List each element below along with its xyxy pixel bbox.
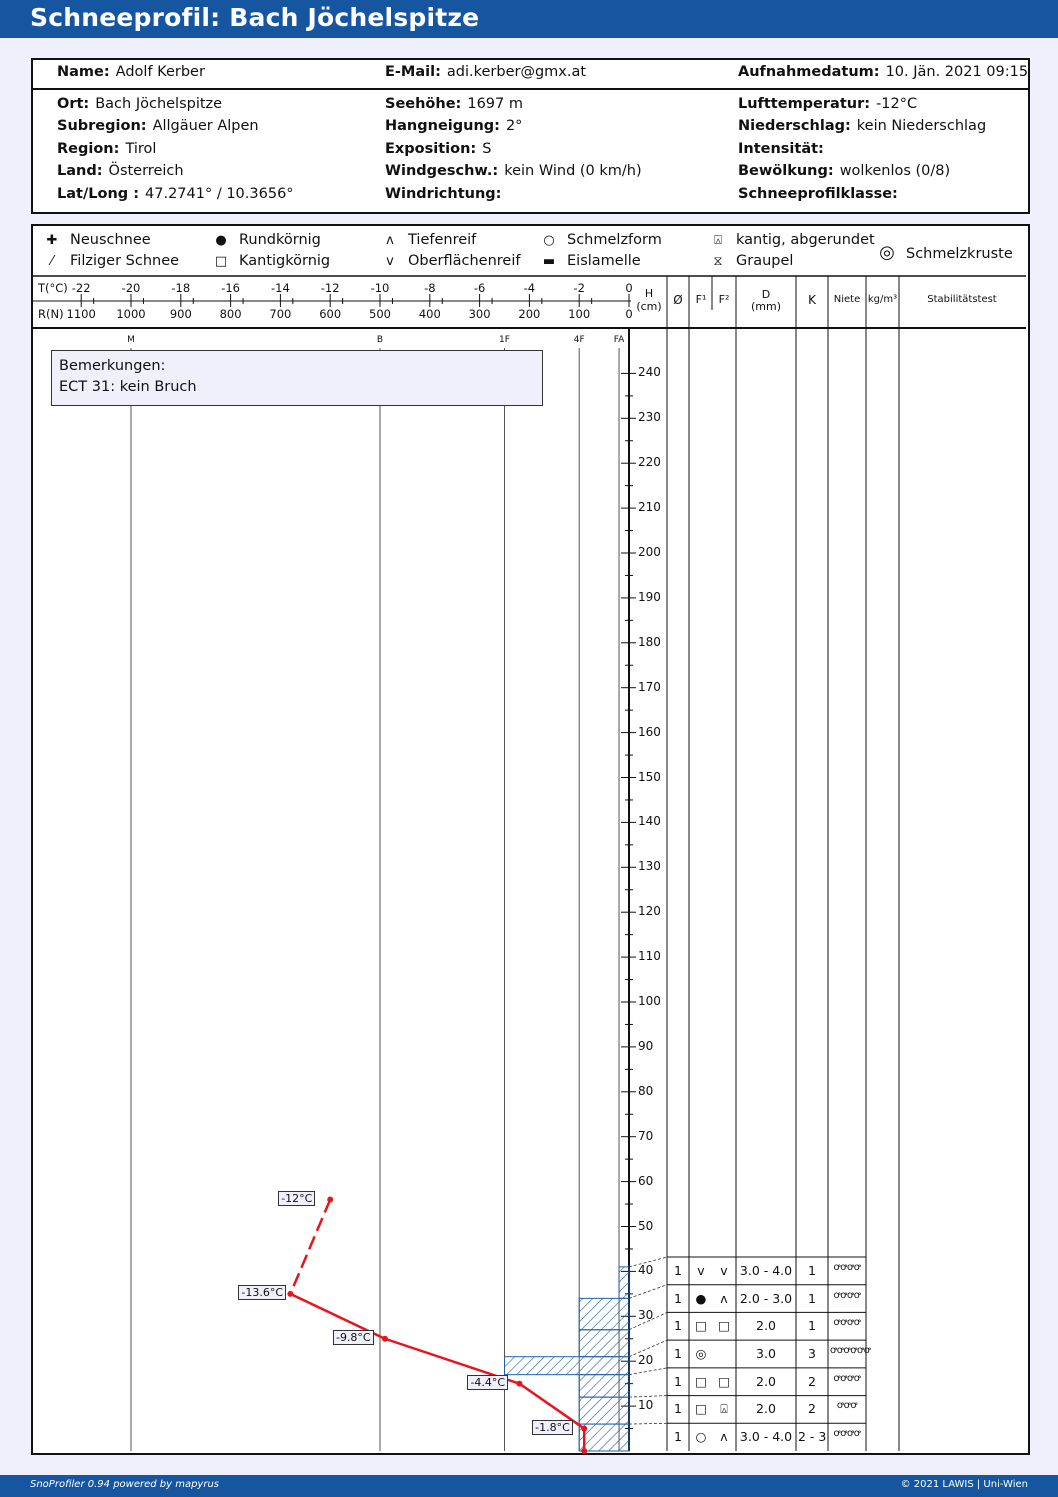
layer-f1: □ [695,1401,707,1417]
latlong-field: Lat/Long : 47.2741° / 10.3656° [57,186,294,202]
layer-niete: ꝍꝍꝍꝍꝍꝍ [830,1345,871,1356]
melt-crust-icon: ◎ [879,242,895,263]
legend-tiefenreif: ʌ Tiefenreif [380,232,476,248]
layer-f2: □ [718,1373,730,1389]
h-tick-label: 30 [638,1308,654,1323]
hardness-label: B [376,335,384,345]
r-tick-label: 900 [169,307,192,321]
windrichtung-field: Windrichtung: [385,186,502,202]
h-tick-label: 130 [638,859,661,874]
temperature-point [516,1381,522,1387]
name-field: Name: Adolf Kerber [57,64,205,80]
windgeschw-field: Windgeschw.: kein Wind (0 km/h) [385,163,642,179]
layer-hardness-bar [619,1267,629,1298]
temperature-point [327,1197,333,1203]
layer-f1: □ [695,1373,707,1389]
temperature-point [287,1291,293,1297]
h-axis-unit: (cm) [636,300,662,313]
layer-connector [629,1285,667,1299]
h-tick-label: 110 [638,949,661,964]
h-tick-label: 240 [638,365,661,380]
layer-f2: v [720,1262,728,1278]
r-tick-label: 500 [369,307,391,321]
slash-icon: ⁄ [50,254,54,269]
seehoehe-field: Seehöhe: 1697 m [385,96,523,112]
t-tick-label: -16 [221,281,240,295]
t-tick-label: -2 [573,281,585,295]
layer-connector [629,1423,667,1424]
t-tick-label: -10 [370,281,390,295]
layer-niete: ꝍꝍꝍꝍ [833,1428,861,1440]
h-tick-label: 190 [638,589,661,604]
caret-up-icon: ʌ [386,233,394,248]
t-tick-label: -8 [424,281,436,295]
h-tick-label: 170 [638,679,661,694]
temperature-point [382,1336,388,1342]
temperature-label: -13.6°C [238,1285,286,1300]
layer-hardness-bar [579,1330,629,1357]
hardness-label: 1F [499,335,510,345]
layer-nr: 1 [674,1318,682,1334]
h-tick-label: 180 [638,634,661,649]
col-d-unit: (mm) [750,300,781,313]
layer-connector [629,1368,667,1375]
h-tick-label: 210 [638,500,661,515]
t-tick-label: -14 [270,281,290,295]
layer-k: 2 [808,1373,816,1389]
layer-f1: ◎ [695,1346,707,1361]
email-field: E-Mail: adi.kerber@gmx.at [385,64,587,80]
klasse-field: Schneeprofilklasse: [738,186,898,202]
layer-diameter: 3.0 - 4.0 [739,1262,793,1278]
legend-kantig-abgerundet: ⍓ kantig, abgerundet [708,232,875,248]
t-tick-label: 0 [625,281,633,295]
h-tick-label: 140 [638,814,661,829]
legend-oberflaechenreif: v Oberflächenreif [380,253,521,269]
footer-bar [0,1475,1058,1497]
layer-nr: 1 [674,1429,682,1445]
exposition-field: Exposition: S [385,141,492,157]
h-tick-label: 200 [638,545,661,559]
r-tick-label: 200 [518,307,541,321]
temperature-label: -1.8°C [532,1420,573,1435]
col-k: K [808,293,816,307]
square-icon: □ [214,254,228,269]
layer-niete: ꝍꝍꝍꝍ [833,1289,861,1301]
layer-k: 2 - 3 [798,1429,827,1445]
layer-f1: □ [695,1318,707,1334]
temperature-label: -9.8°C [333,1330,374,1345]
layer-hardness-bar [579,1397,629,1424]
layer-hardness-bar [505,1357,630,1375]
r-tick-label: 100 [568,307,591,321]
h-tick-label: 20 [638,1353,654,1368]
layer-k: 1 [808,1290,816,1306]
circle-icon: ○ [543,233,555,248]
h-tick-label: 220 [638,455,661,470]
date-field: Aufnahmedatum: 10. Jän. 2021 09:15 [738,64,1029,80]
t-tick-label: -22 [71,281,91,295]
filled-circle-icon: ● [215,233,227,248]
temperature-label: -4.4°C [467,1375,508,1390]
legend-filziger: ⁄ Filziger Schnee [42,253,179,269]
layer-diameter: 3.0 - 4.0 [739,1429,793,1445]
layer-connector [629,1396,667,1398]
remarks-title: Bemerkungen: [59,358,166,374]
hardness-label: M [127,335,135,345]
h-axis-label: H [644,287,654,300]
temperature-label: -12°C [278,1191,315,1206]
layer-nr: 1 [674,1373,682,1389]
h-tick-label: 230 [638,410,661,425]
h-tick-label: 60 [638,1173,654,1188]
layer-f1: ● [695,1290,707,1306]
hardness-label: 4F [573,335,585,345]
h-tick-label: 70 [638,1128,654,1143]
layer-niete: ꝍꝍꝍꝍ [833,1317,861,1329]
layer-niete: ꝍꝍꝍ [836,1400,858,1412]
r-tick-label: 800 [219,307,242,321]
layer-f2: ʌ [720,1429,728,1445]
layer-f1: ○ [695,1429,707,1445]
r-tick-label: 400 [418,307,441,321]
lufttemp-field: Lufttemperatur: -12°C [738,96,918,112]
plus-icon: ✚ [46,233,58,248]
col-stability: Stabilitätstest [927,294,997,305]
legend-kantigkoernig: □ Kantigkörnig [211,253,330,269]
graupel-icon: ⧖ [713,254,723,269]
col-density: kg/m³ [867,294,898,305]
legend-schmelzkruste: ◎ Schmelzkruste [870,242,1013,263]
legend-eislamelle: ▬ Eislamelle [539,253,641,269]
rounded-square-icon: ⍓ [714,233,722,248]
niederschlag-field: Niederschlag: kein Niederschlag [738,118,987,134]
layer-f2: ʌ [720,1290,728,1306]
layer-k: 2 [808,1401,816,1417]
t-tick-label: -20 [121,281,141,295]
footer-right: © 2021 LAWIS | Uni-Wien [900,1479,1028,1490]
col-f1: F¹ [695,293,707,306]
h-tick-label: 50 [638,1218,654,1233]
temperature-point [581,1426,587,1432]
t-tick-label: -4 [523,281,536,295]
t-tick-label: -6 [473,281,486,295]
layer-hardness-bar [579,1375,629,1397]
t-axis-label: T(°C) [38,281,68,295]
temperature-point [581,1448,587,1454]
r-tick-label: 1000 [116,307,146,321]
bewoelkung-field: Bewölkung: wolkenlos (0/8) [738,163,951,179]
r-tick-label: 700 [269,307,292,321]
legend-neuschnee: ✚ Neuschnee [42,232,151,248]
layer-niete: ꝍꝍꝍꝍ [833,1261,861,1273]
subregion-field: Subregion: Allgäuer Alpen [57,118,259,134]
layer-nr: 1 [674,1262,682,1278]
layer-nr: 1 [674,1401,682,1417]
layer-f2: □ [718,1318,730,1334]
h-tick-label: 150 [638,769,661,784]
legend-rundkoernig: ● Rundkörnig [211,232,321,248]
remarks-text: ECT 31: kein Bruch [59,379,197,395]
ort-field: Ort: Bach Jöchelspitze [57,96,223,112]
col-d: D [761,288,771,301]
layer-diameter: 2.0 [756,1401,776,1417]
layer-diameter: 2.0 - 3.0 [739,1290,793,1306]
h-tick-label: 90 [638,1038,654,1053]
layer-f2: ⍓ [720,1401,728,1417]
layer-f1: v [697,1262,705,1278]
caret-down-icon: v [386,254,394,269]
hardness-label: FA [613,335,625,345]
hangneigung-field: Hangneigung: 2° [385,118,523,134]
footer-left: SnoProfiler 0.94 powered by mapyrus [30,1479,220,1490]
land-field: Land: Österreich [57,163,184,179]
h-tick-label: 80 [638,1083,654,1098]
h-tick-label: 160 [638,724,661,739]
r-axis-label: R(N) [38,307,64,321]
intensitaet-field: Intensität: [738,141,824,157]
t-tick-label: -18 [171,281,191,295]
layer-nr: 1 [674,1346,682,1361]
r-tick-label: 300 [468,307,491,321]
legend-schmelzform: ○ Schmelzform [539,232,662,248]
layer-niete: ꝍꝍꝍꝍ [833,1372,861,1384]
layer-diameter: 2.0 [756,1373,776,1389]
t-tick-label: -12 [320,281,340,295]
remarks-box [51,350,543,406]
r-tick-label: 1100 [66,307,96,321]
layer-k: 3 [808,1346,816,1361]
col-f2: F² [718,293,730,306]
col-diam: Ø [673,293,683,307]
h-tick-label: 10 [638,1398,654,1413]
h-tick-label: 120 [638,904,661,919]
layer-hardness-bar [579,1298,629,1329]
bar-icon: ▬ [542,254,556,269]
temperature-segment [290,1200,330,1294]
region-field: Region: Tirol [57,141,157,157]
layer-k: 1 [808,1318,816,1334]
r-tick-label: 0 [625,307,633,321]
layer-diameter: 2.0 [756,1318,776,1334]
col-niete: Niete [833,294,861,305]
layer-k: 1 [808,1262,816,1278]
r-tick-label: 600 [319,307,342,321]
h-tick-label: 40 [638,1263,654,1278]
legend-graupel: ⧖ Graupel [708,253,793,269]
page-title: Schneeprofil: Bach Jöchelspitze [30,3,480,32]
layer-nr: 1 [674,1290,682,1306]
h-tick-label: 100 [638,994,661,1008]
layer-diameter: 3.0 [756,1346,776,1361]
